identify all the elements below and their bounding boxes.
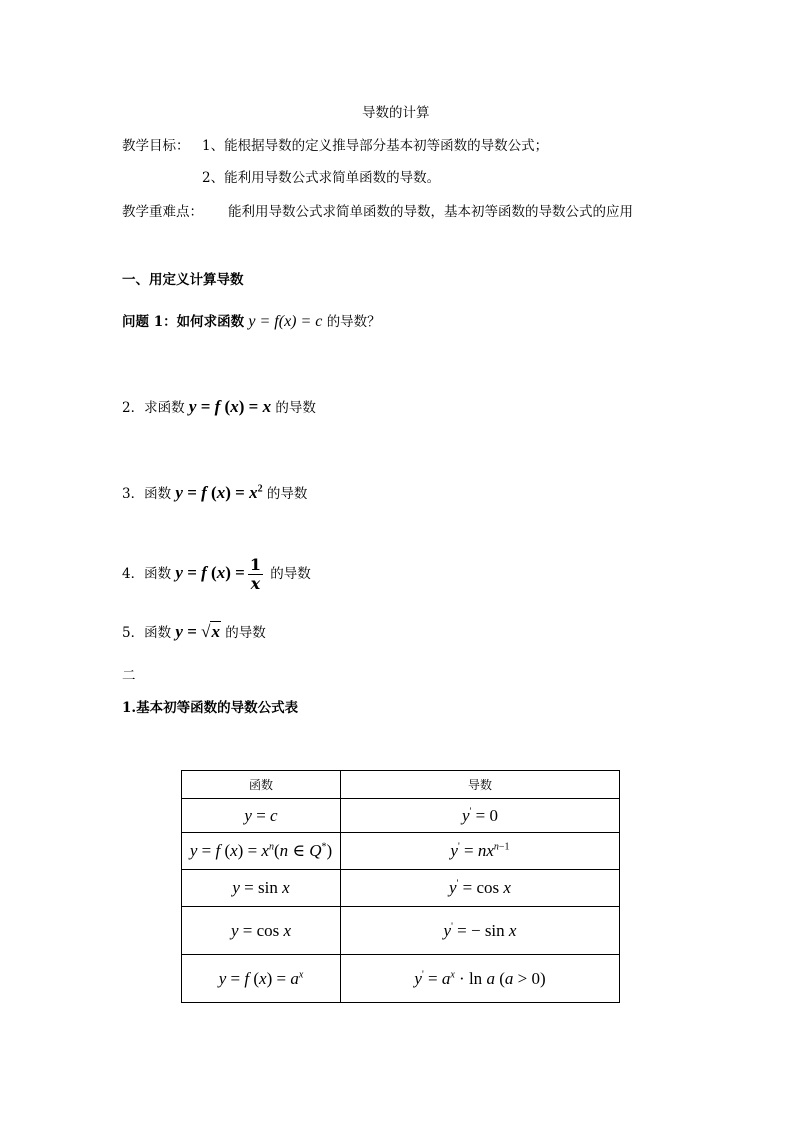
question-4-suffix: 的导数 [270,566,311,582]
table-row [182,955,620,1003]
table-row [182,870,620,907]
formula-identity: y = f (x) = x [188,397,272,416]
question-3-prefix: 3．函数 [122,486,172,502]
formula-square: y = f $(x) = x^2$ [175,483,263,502]
derivative-constant: y' = 0 [341,799,620,833]
question-2-suffix: 的导数 [275,400,316,416]
objective-item-2: 2、能利用导数公式求简单函数的导数。 [202,170,441,186]
function-exponential: y = f $(x) = a^x$ [182,955,341,1003]
section2-subheading: 1.基本初等函数的导数公式表 [122,700,299,716]
derivative-formula-table [181,770,620,1003]
question-1-prefix: 问题 1：如何求函数 [122,314,245,330]
derivative-sine: y' = cos x [341,870,620,907]
formula-constant: y = f(x) = c [248,313,323,330]
table-row [182,799,620,833]
function-cosine: y = cos x [182,907,341,955]
objective-item-1: 1、能根据导数的定义推导部分基本初等函数的导数公式； [202,138,549,154]
question-5-prefix: 5．函数 [122,625,172,641]
table-row [182,907,620,955]
derivative-cosine: y' = − sin x [341,907,620,955]
key-points-text: 能利用导数公式求简单函数的导数，基本初等函数的导数公式的应用 [228,204,633,220]
formula-reciprocal: y = f (x) = [175,563,245,582]
function-sine: y = sin x [182,870,341,907]
table-header-derivative: 导数 [341,771,620,799]
section2-heading: 二 [122,668,136,684]
question-2 [122,396,316,417]
table-header-function: 函数 [182,771,341,799]
question-2-prefix: 2．求函数 [122,400,185,416]
function-power: y = f $(x) = x^n(n$ ∈ Q*) [182,833,341,870]
question-5 [122,621,266,642]
question-3 [122,482,307,503]
function-constant: y = c [182,799,341,833]
derivative-exponential: $y' = a^x \cdot \ln a$ (a > 0) [341,955,620,1003]
question-4 [122,556,311,593]
table-header-row [182,771,620,799]
question-1-suffix: 的导数？ [326,314,381,330]
formula-sqrt: y = √x [175,622,220,641]
page-title: 导数的计算 [362,105,430,121]
table-row [182,833,620,870]
section1-heading: 一、用定义计算导数 [122,272,244,288]
question-3-suffix: 的导数 [266,486,308,502]
derivative-power: $y' = nx^{n-1}$ [341,833,620,870]
question-4-prefix: 4．函数 [122,566,172,582]
fraction-one-over-x: $\frac{1}{x}$ [249,555,261,593]
question-5-suffix: 的导数 [225,625,266,641]
question-1 [122,310,381,331]
objectives-label: 教学目标： [122,138,190,154]
key-points-label: 教学重难点： [122,204,203,220]
